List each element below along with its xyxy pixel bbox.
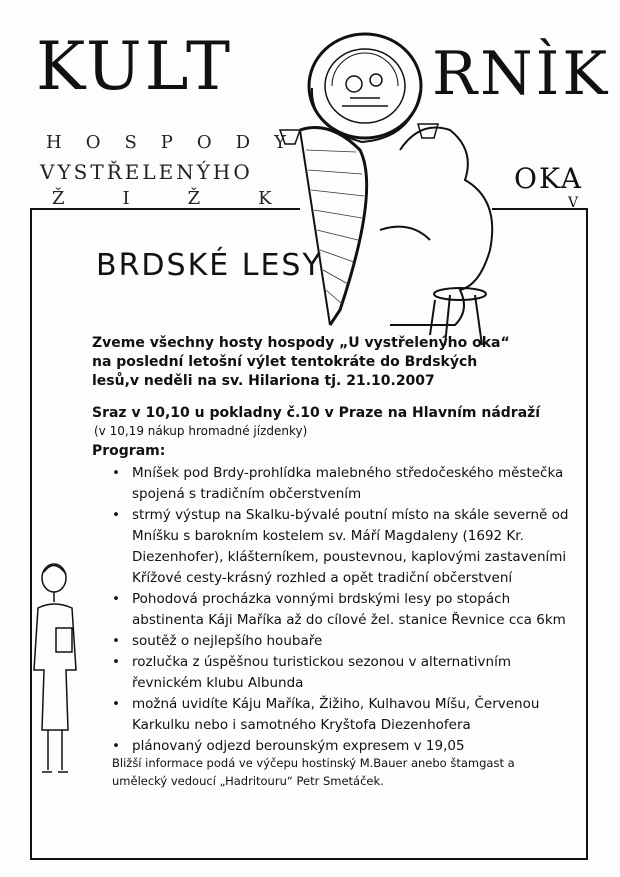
program-item-text: plánovaný odjezd berounským expresem v 19,05	[132, 738, 465, 754]
program-list	[112, 463, 572, 757]
masthead-title-right: RNÌK	[432, 39, 611, 109]
event-headline: BRDSKÉ LESY	[96, 248, 323, 283]
list-item	[112, 463, 572, 505]
list-item	[112, 694, 572, 736]
program-item-text: strmý výstup na Skalku-bývalé poutní místo na skále severně od Mníšku s barokním kostelem sv. Máří Magdaleny (1692 Kr. Diezenhofer), klášterníkem, poustevnou, kaplovými zastaveními Křížové cesty-krásný rozhled a opět tradiční občerstvení	[132, 507, 569, 586]
subtitle-v: V	[568, 195, 579, 211]
list-item	[112, 505, 572, 589]
bullet-icon: •	[112, 507, 120, 523]
masthead-title-left: KULT	[36, 28, 234, 105]
bullet-icon: •	[112, 654, 120, 670]
program-item-text: soutěž o nejlepšího houbaře	[132, 633, 323, 649]
bullet-icon: •	[112, 591, 120, 607]
program-item-text: rozlučka z úspěšnou turistickou sezonou v alternativním řevnickém klubu Albunda	[132, 654, 511, 691]
program-heading: Program:	[92, 443, 166, 459]
program-item-text: možná uvidíte Káju Maříka, Žižiho, Kulhavou Míšu, Červenou Karkulku nebo i samotného Kryštofa Diezenhofera	[132, 696, 540, 733]
contact-footer: Bližší informace podá ve výčepu hostinský M.Bauer anebo štamgast a umělecký vedoucí „Hadritouru“ Petr Smetáček.	[112, 756, 515, 788]
invitation-text: Zveme všechny hosty hospody „U vystřelenýho oka“ na poslední letošní výlet tentokráte do Brdských lesů,v neděli na sv. Hilariona tj. 21.10.2007	[92, 335, 510, 389]
frame-right-edge	[586, 208, 588, 858]
bullet-icon: •	[112, 633, 120, 649]
woman-with-menu-illustration	[16, 560, 96, 780]
program-item-text: Mníšek pod Brdy-prohlídka malebného středočeského městečka spojená s tradičním občerstvením	[132, 465, 564, 502]
subtitle-line-2: VYSTŘELENÝHO	[40, 160, 253, 184]
meeting-note: (v 10,19 nákup hromadné jízdenky)	[94, 424, 308, 438]
subtitle-line-1: HOSPODY	[46, 132, 310, 153]
list-item	[112, 589, 572, 631]
list-item	[112, 652, 572, 694]
list-item	[112, 631, 572, 652]
bullet-icon: •	[112, 465, 120, 481]
meeting-point: Sraz v 10,10 u pokladny č.10 v Praze na Hlavním nádraží	[92, 405, 541, 421]
bullet-icon: •	[112, 696, 120, 712]
program-item-text: Pohodová procházka vonnými brdskými lesy po stopách abstinenta Káji Maříka až do cílové žel. stanice Řevnice cca 6km	[132, 591, 566, 628]
bullet-icon: •	[112, 738, 120, 754]
subtitle-oka: OKA	[514, 162, 583, 195]
subtitle-line-3: ŽIŽK	[52, 188, 330, 209]
